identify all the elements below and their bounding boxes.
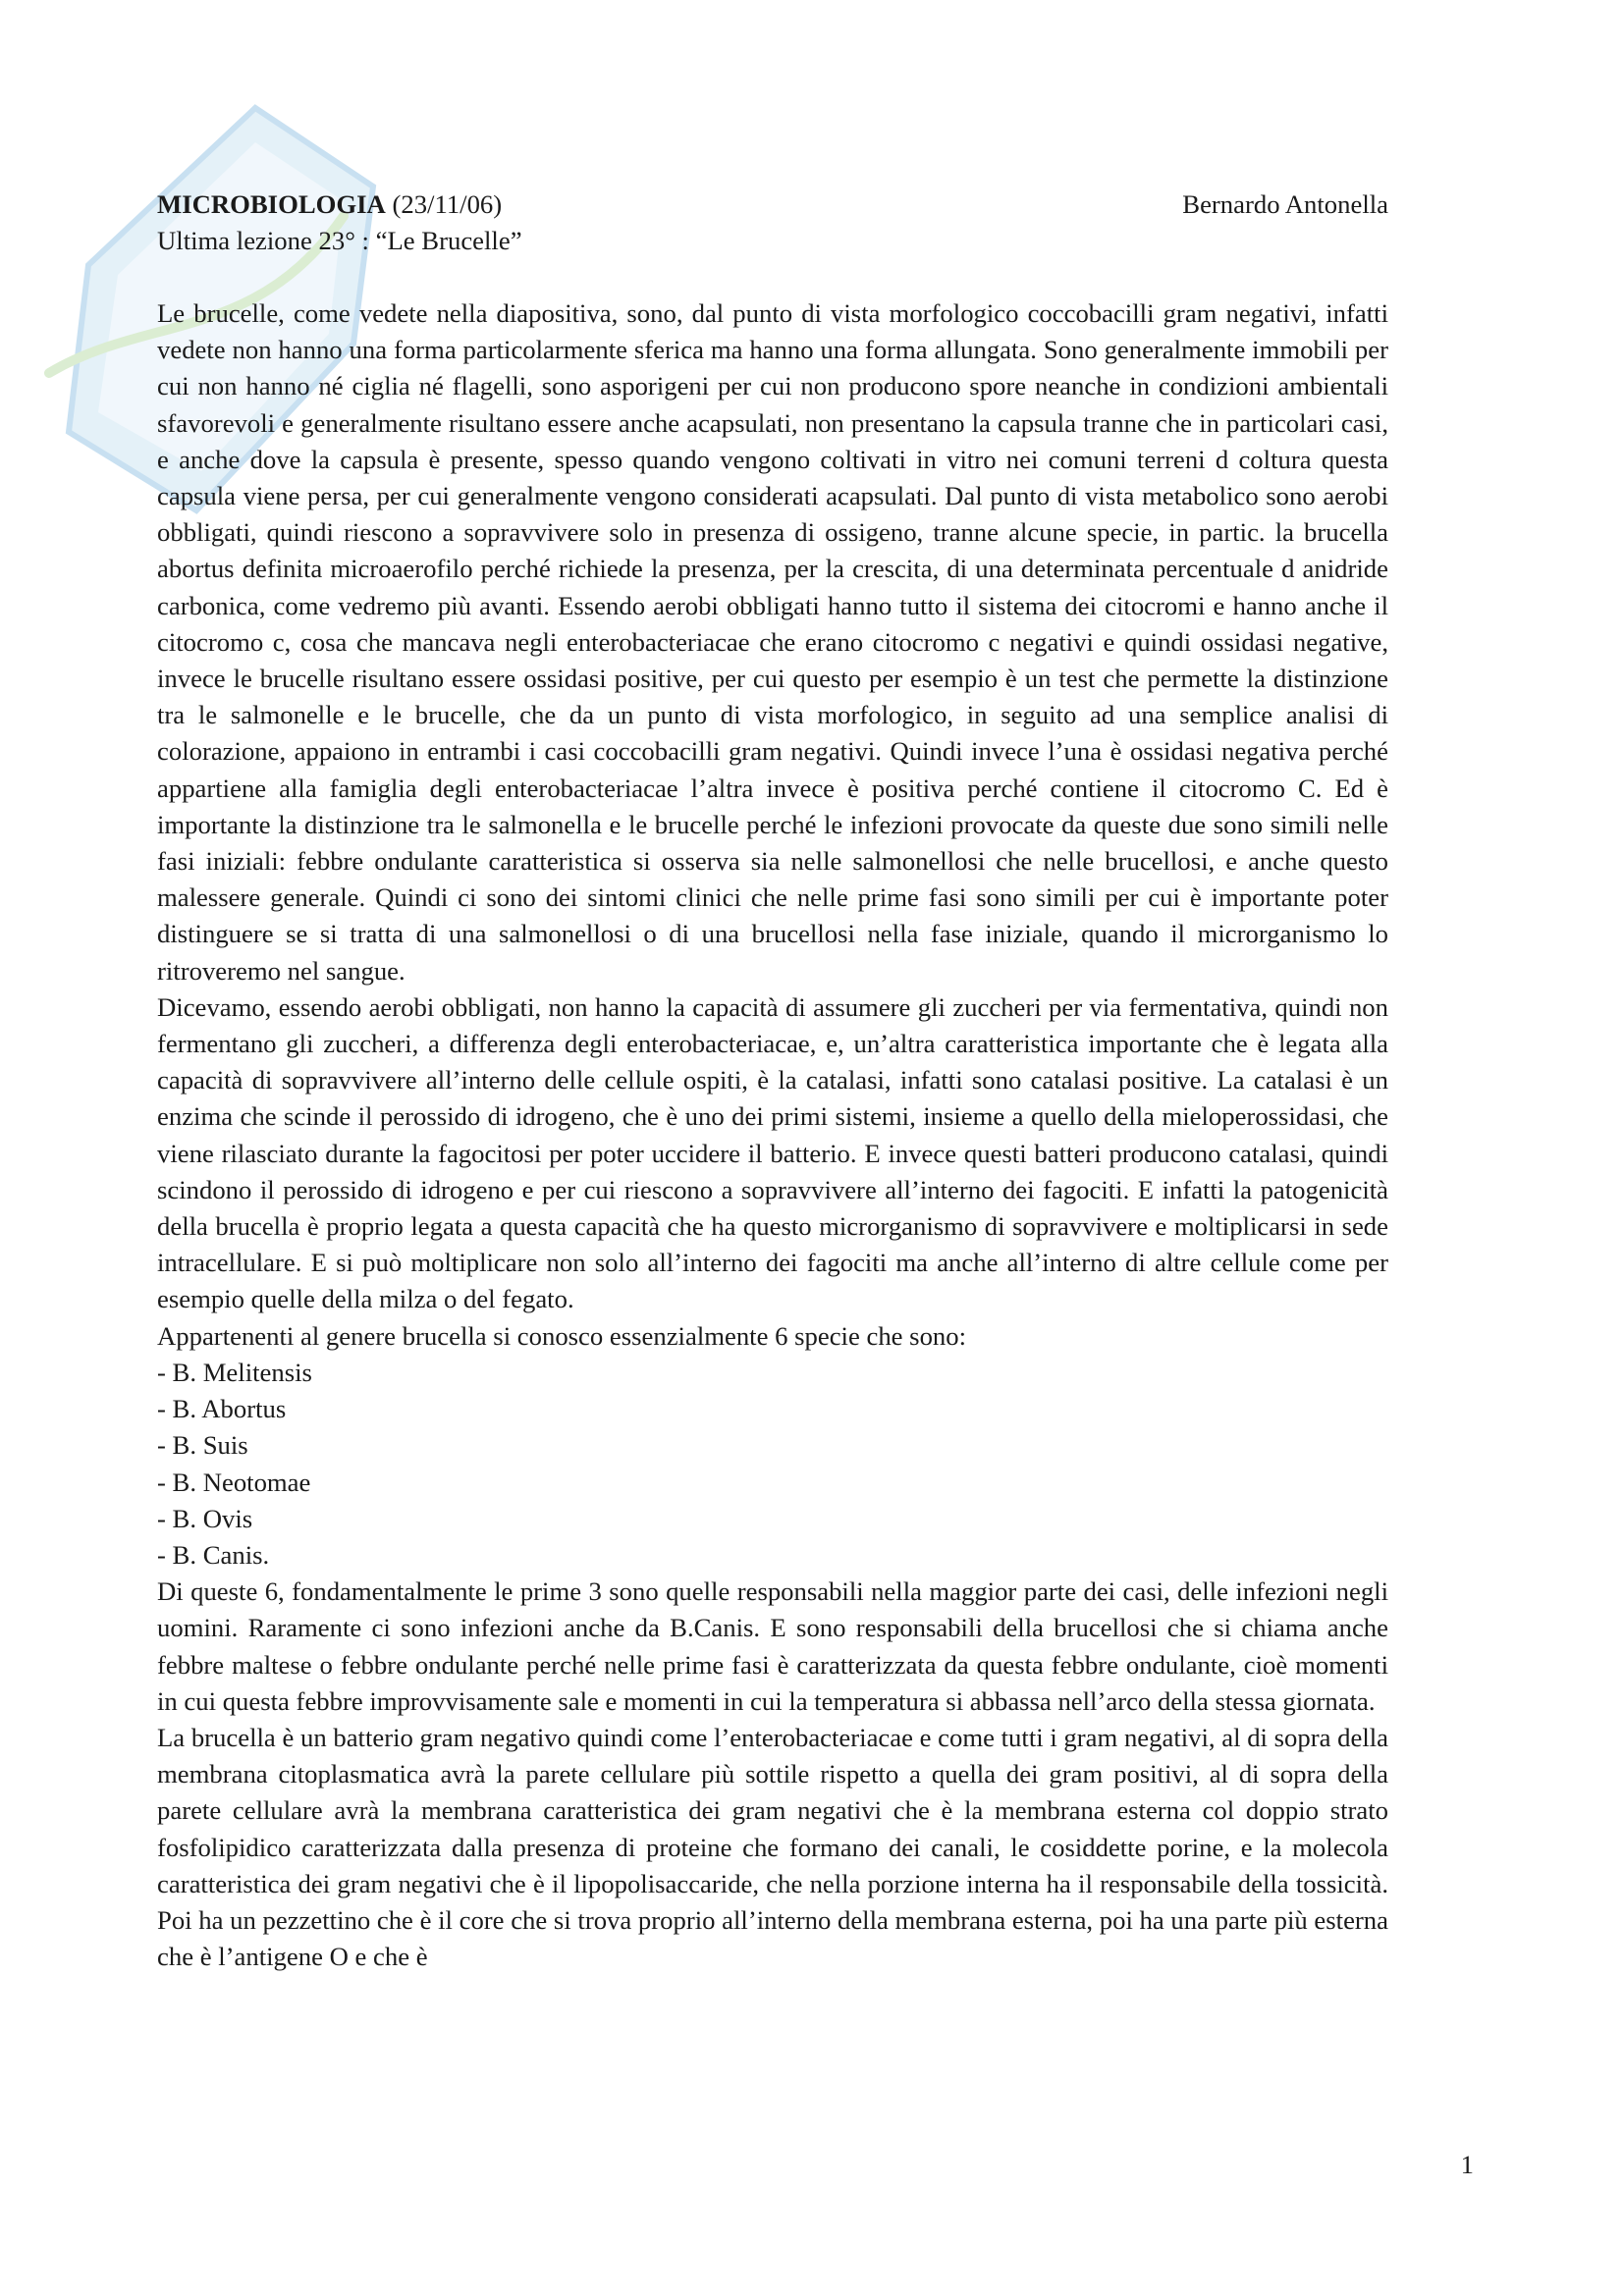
header-title-line bbox=[157, 187, 502, 223]
list-item: - B. Melitensis bbox=[157, 1357, 312, 1387]
paragraph-3: Appartenenti al genere brucella si conosco essenzialmente 6 specie che sono: bbox=[157, 1320, 967, 1351]
spacer bbox=[157, 259, 1388, 295]
document-header bbox=[157, 187, 1388, 223]
species-list bbox=[157, 1355, 1388, 1574]
paragraph-4: Di queste 6, fondamentalmente le prime 3 sono quelle responsabili nella maggior parte dei casi, delle infezioni negli uomini. Raramente ci sono infezioni anche da B.Canis. E sono responsabili della brucellosi che si chiama anche febbre maltese o febbre ondulante perché nelle prime fasi è caratterizzata da questa febbre ondulante, cioè momenti in cui questa febbre improvvisamente sale e momenti in cui la temperatura si abbassa nell’arco della stessa giornata. bbox=[157, 1576, 1388, 1716]
course-title: MICROBIOLOGIA bbox=[157, 189, 386, 219]
list-item: - B. Ovis bbox=[157, 1503, 253, 1533]
lecture-date: (23/11/06) bbox=[392, 189, 503, 219]
list-item: - B. Neotomae bbox=[157, 1467, 311, 1497]
author-name: Bernardo Antonella bbox=[1182, 189, 1388, 219]
lecture-subtitle: Ultima lezione 23° : “Le Brucelle” bbox=[157, 226, 522, 255]
page-number: 1 bbox=[1460, 2150, 1474, 2179]
paragraph-5: La brucella è un batterio gram negativo quindi come l’enterobacteriacae e come tutti i gram negativi, al di sopra della membrana citoplasmatica avrà la parete cellulare più sottile rispetto a quella dei gram positivi, al di sopra della parete cellulare avrà la membrana caratteristica dei gram negativi che è la membrana esterna col doppio strato fosfolipidico caratterizzata dalla presenza di proteine che formano dei canali, le cosiddette porine, e la molecola caratteristica dei gram negativi che è il lipopolisaccaride, che nella porzione interna ha il responsabile della tossicità. Poi ha un pezzettino che è il core che si trova proprio all’interno della membrana esterna, poi ha una parte più esterna che è l’antigene O e che è bbox=[157, 1722, 1388, 1972]
list-item: - B. Abortus bbox=[157, 1394, 287, 1424]
list-item: - B. Suis bbox=[157, 1430, 248, 1461]
body-text bbox=[157, 295, 1388, 1975]
document-body bbox=[157, 187, 1388, 1975]
paragraph-1: Le brucelle, come vedete nella diapositiva, sono, dal punto di vista morfologico coccobacilli gram negativi, infatti vedete non hanno una forma particolarmente sferica ma hanno una forma allungata. Sono generalmente immobili per cui non hanno né ciglia né flagelli, sono asporigeni per cui non producono spore neanche in condizioni ambientali sfavorevoli e generalmente risultano essere anche acapsulati, non presentano la capsula tranne che in particolari casi, e anche dove la capsula è presente, spesso quando vengono coltivati in vitro nei comuni terreni d coltura questa capsula viene persa, per cui generalmente vengono considerati acapsulati. Dal punto di vista metabolico sono aerobi obbligati, quindi riescono a sopravvivere solo in presenza di ossigeno, tranne alcune specie, in partic. la brucella abortus definita microaerofilo perché richiede la presenza, per la crescita, di una determinata percentuale d anidride carbonica, come vedremo più avanti. Essendo aerobi obbligati hanno tutto il sistema dei citocromi e hanno anche il citocromo c, cosa che mancava negli enterobacteriacae che erano citocromo c negativi e quindi ossidasi negative, invece le brucelle risultano essere ossidasi positive, per cui questo per esempio è un test che permette la distinzione tra le salmonelle e le brucelle, che da un punto di vista morfologico, in seguito ad una semplice analisi di colorazione, appaiono in entrambi i casi coccobacilli gram negativi. Quindi invece l’una è ossidasi negativa perché appartiene alla famiglia degli enterobacteriacae l’altra invece è positiva perché contiene il citocromo C. Ed è importante la distinzione tra le salmonella e le brucelle perché le infezioni provocate da queste due sono simili nelle fasi iniziali: febbre ondulante caratteristica si osserva sia nelle salmonellosi che nelle brucellosi, e anche questo malessere generale. Quindi ci sono dei sintomi clinici che nelle prime fasi sono simili per cui è importante poter distinguere se si tratta di una salmonellosi o di una brucellosi nella fase iniziale, quando il microrganismo lo ritroveremo nel sangue. bbox=[157, 298, 1388, 986]
paragraph-2: Dicevamo, essendo aerobi obbligati, non hanno la capacità di assumere gli zuccheri per via fermentativa, quindi non fermentano gli zuccheri, a differenza degli enterobacteriacae, e, un’altra caratteristica importante che è legata alla capacità di sopravvivere all’interno delle cellule ospiti, è la catalasi, infatti sono catalasi positive. La catalasi è un enzima che scinde il perossido di idrogeno, che è uno dei primi sistemi, insieme a quello della mieloperossidasi, che viene rilasciato durante la fagocitosi per poter uccidere il batterio. E invece questi batteri producono catalasi, quindi scindono il perossido di idrogeno e per cui riescono a sopravvivere all’interno dei fagociti. E infatti la patogenicità della brucella è proprio legata a questa capacità che ha questo microrganismo di sopravvivere e moltiplicarsi in sede intracellulare. E si può moltiplicare non solo all’interno dei fagociti ma anche all’interno di altre cellule come per esempio quelle della milza o del fegato. bbox=[157, 991, 1388, 1314]
list-item: - B. Canis. bbox=[157, 1539, 270, 1570]
